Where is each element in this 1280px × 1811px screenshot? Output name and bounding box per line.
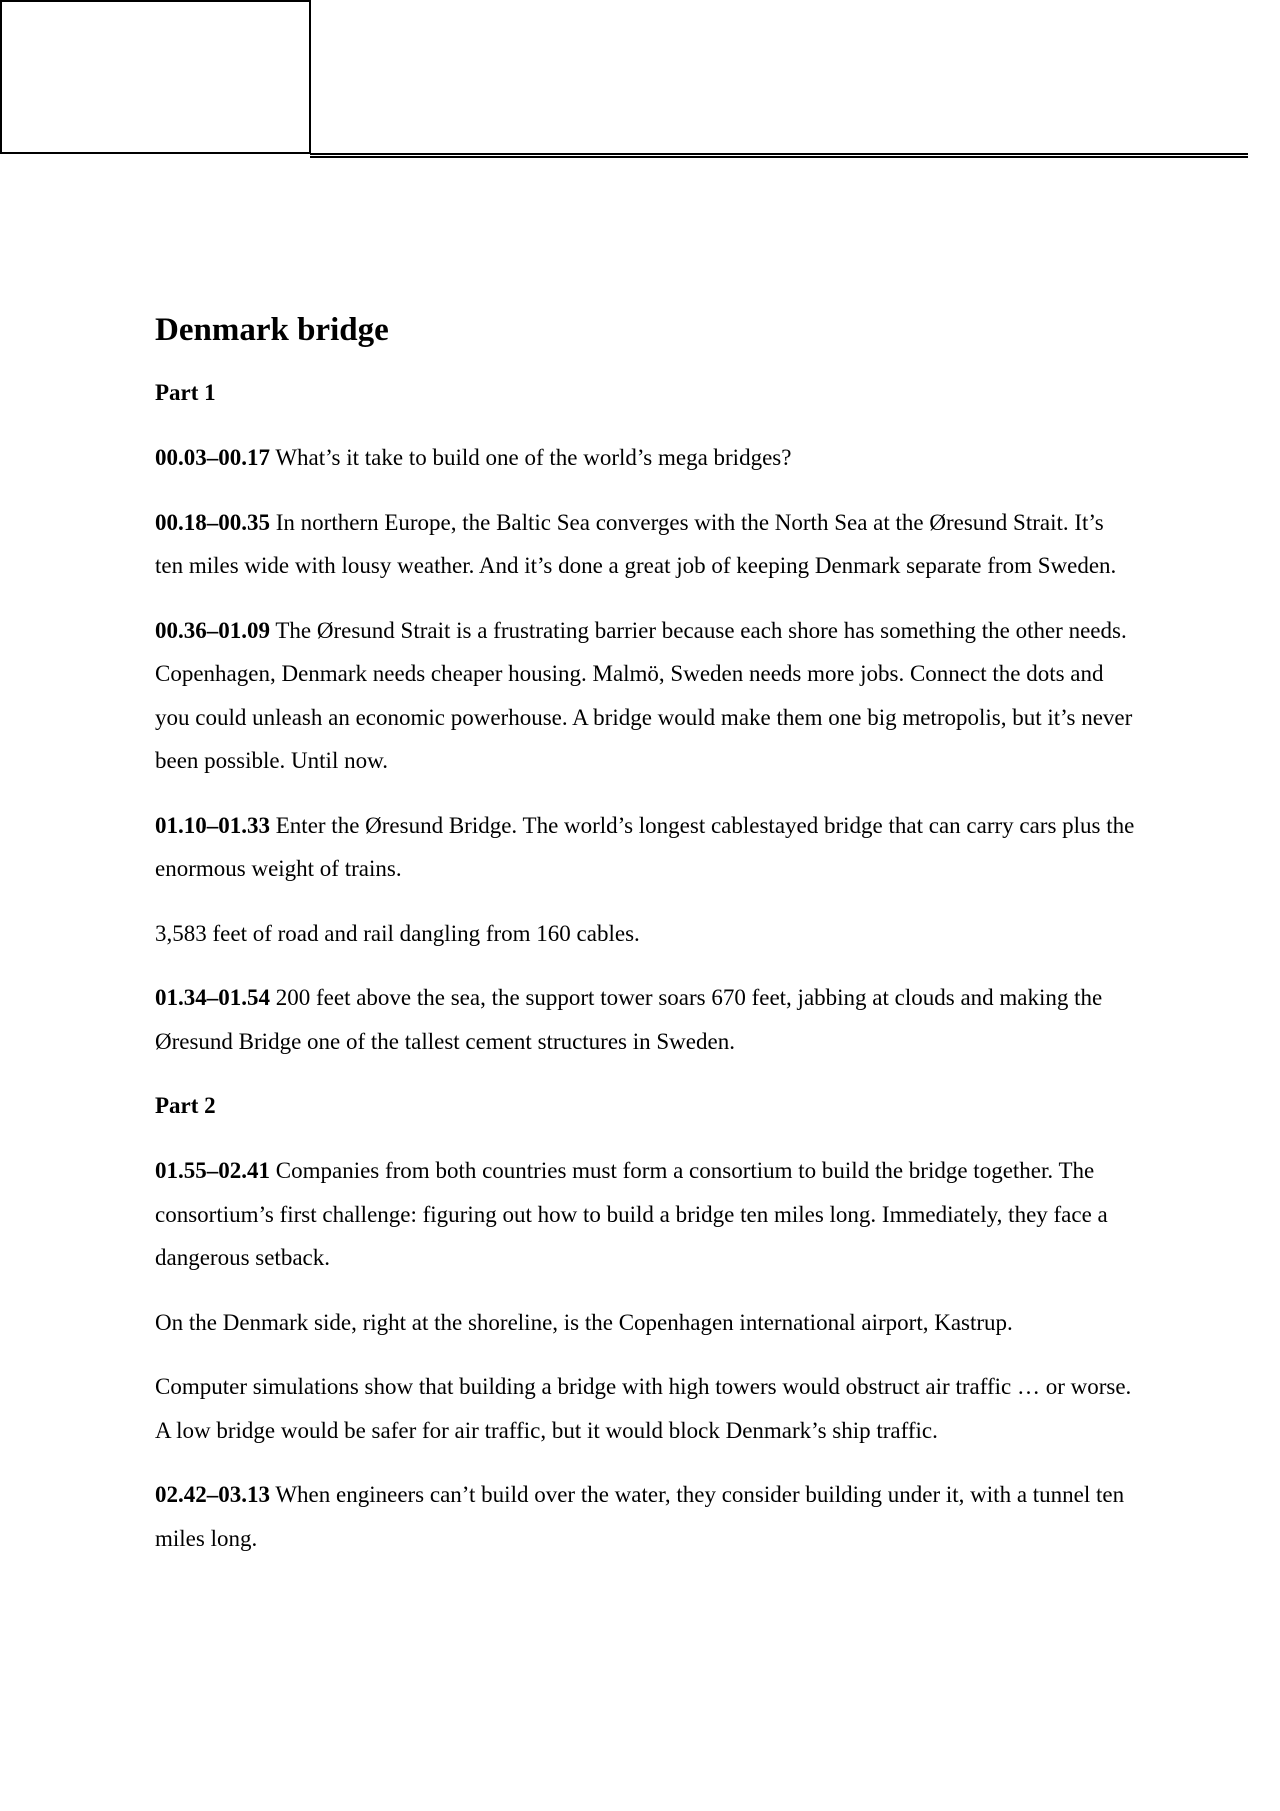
paragraph-text: Companies from both countries must form a consortium to build the bridge together. The consortium’s first challenge: figuring out how to build a bridge ten miles long. Immediately, they face a dangerous setback. [155, 1158, 1108, 1270]
transcript-paragraph [155, 976, 1135, 1063]
transcript-paragraph [155, 1149, 1135, 1280]
transcript-paragraph [155, 436, 1135, 480]
paragraph-text: 3,583 feet of road and rail dangling from 160 cables. [155, 920, 640, 946]
paragraph-text: 200 feet above the sea, the support tower soars 670 feet, jabbing at clouds and making the Øresund Bridge one of the tallest cement structures in Sweden. [155, 985, 1103, 1054]
transcript-paragraph [155, 609, 1135, 783]
timestamp: 00.36–01.09 [155, 617, 270, 643]
timestamp: 01.34–01.54 [155, 985, 270, 1010]
part-heading: Part 1 [155, 380, 216, 405]
timestamp: 01.10–01.33 [155, 812, 270, 838]
timestamp: 01.55–02.41 [155, 1158, 270, 1183]
paragraph-text: On the Denmark side, right at the shoreline, is the Copenhagen international airport, Kastrup. [155, 1309, 1013, 1335]
paragraph-text: What’s it take to build one of the world’s mega bridges? [275, 445, 792, 470]
paragraph-text: Enter the Øresund Bridge. The world’s longest cablestayed bridge that can carry cars plus the enormous weight of trains. [155, 812, 1135, 881]
header-box [0, 0, 311, 154]
timestamp: 02.42–03.13 [155, 1482, 270, 1507]
page-title: Denmark bridge [155, 312, 389, 348]
paragraph-text: When engineers can’t build over the water, they consider building under it, with a tunnel ten miles long. [155, 1482, 1125, 1551]
transcript-paragraph [155, 1473, 1135, 1560]
timestamp: 00.03–00.17 [155, 445, 270, 470]
paragraph-text: The Øresund Strait is a frustrating barrier because each shore has something the other needs. Copenhagen, Denmark needs cheaper housing. Malmö, Sweden needs more jobs. Connect the dots and you could unleash an economic powerhouse. A bridge would make them one big metropolis, but it’s never been possible. Until now. [155, 617, 1133, 773]
transcript-paragraph [155, 912, 1135, 956]
paragraph-text: In northern Europe, the Baltic Sea converges with the North Sea at the Øresund Strait. It’s ten miles wide with lousy weather. And it’s done a great job of keeping Denmark separate from Sweden. [155, 509, 1117, 578]
timestamp: 00.18–00.35 [155, 509, 270, 535]
transcript-paragraph [155, 501, 1135, 588]
header-rule [310, 153, 1248, 158]
document-body [155, 308, 1135, 1581]
transcript-paragraph [155, 804, 1135, 891]
transcript-paragraph [155, 1365, 1135, 1452]
paragraph-text: Computer simulations show that building a bridge with high towers would obstruct air traffic … or worse. A low bridge would be safer for air traffic, but it would block Denmark’s ship traffic. [155, 1374, 1132, 1443]
part-heading: Part 2 [155, 1093, 216, 1118]
transcript-paragraph [155, 1301, 1135, 1345]
